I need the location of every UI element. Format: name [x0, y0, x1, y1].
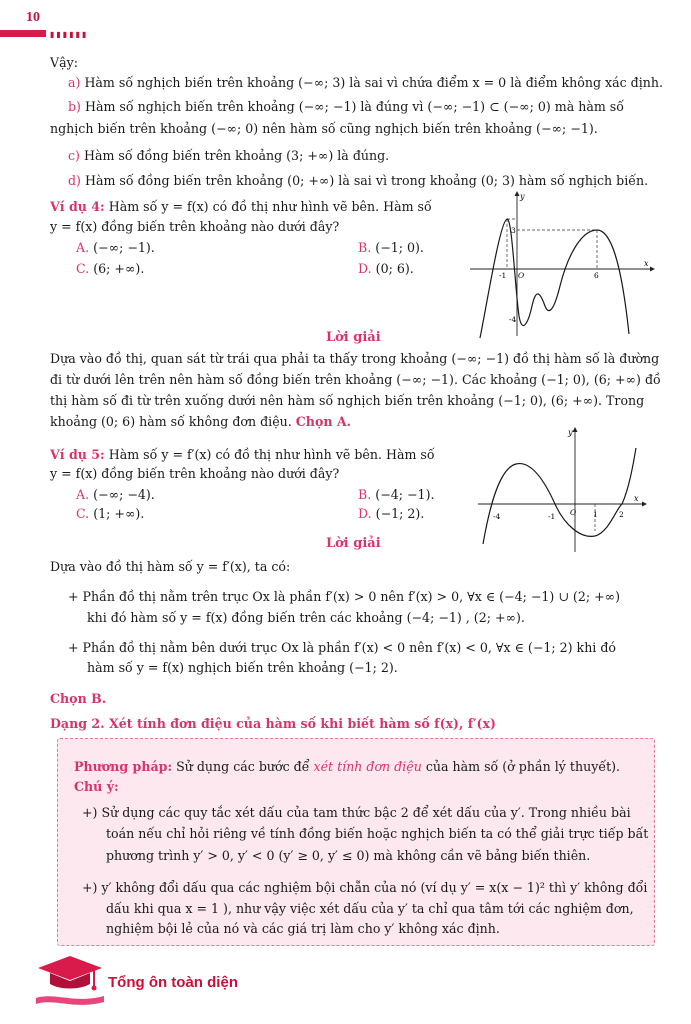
graph-label-m4: -4	[509, 315, 517, 324]
graph-label-m1: -1	[548, 512, 556, 521]
graph-label-x: x	[634, 494, 639, 503]
vidu4-option-d	[358, 258, 414, 279]
vidu5-point-2a: + Phần đồ thị nằm bên dưới trục Ox là phần f′(x) < 0 nên f′(x) < 0, ∀x ∈ (−1; 2) khi đó	[68, 640, 616, 655]
option-letter: B.	[358, 240, 372, 255]
note-1a: +) Sử dụng các quy tắc xét dấu của tam thức bậc 2 để xét dấu của y′. Trong nhiều bài	[82, 805, 631, 820]
item-a-letter: a)	[68, 75, 81, 90]
vidu5-option-d	[358, 503, 424, 524]
option-letter: D.	[358, 506, 372, 521]
graph-label-y: y	[520, 192, 525, 201]
vidu4-option-b	[358, 237, 424, 258]
item-b-letter: b)	[68, 99, 81, 114]
vidu5-option-b	[358, 484, 435, 505]
option-text: (1; +∞).	[93, 506, 145, 521]
graph-label-y: y	[568, 428, 573, 437]
option-letter: A.	[76, 487, 90, 502]
option-text: (−1; 0).	[375, 240, 424, 255]
vidu4-chon: Chọn A.	[295, 414, 352, 429]
vidu4-solution-3: thị hàm số đi từ trên xuống dưới nên hàm số nghịch biến trên khoảng (−1; 0), (6; +∞). Trong	[50, 393, 645, 408]
option-text: (0; 6).	[375, 261, 414, 276]
vidu5-q1: Hàm số y = f′(x) có đồ thị như hình vẽ bên. Hàm số	[108, 447, 435, 462]
method-text: Sử dụng các bước để	[176, 759, 310, 774]
item-c	[68, 145, 389, 166]
option-text: (6; +∞).	[93, 261, 145, 276]
item-d-letter: d)	[68, 173, 81, 188]
vay-label: Vậy:	[50, 55, 78, 70]
vidu5-chon: Chọn B.	[50, 691, 107, 706]
note-1b: toán nếu chỉ hỏi riêng về tính đồng biến hoặc nghịch biến ta có thể giải trực tiếp bất	[106, 826, 649, 841]
vidu4-question-1	[50, 196, 432, 217]
vidu4-solution-4	[50, 411, 351, 432]
vidu5-option-a	[76, 484, 155, 505]
option-text: (−∞; −1).	[93, 240, 155, 255]
item-d-text: Hàm số đồng biến trên khoảng (0; +∞) là sai vì trong khoảng (0; 3) hàm số nghịch biến.	[85, 173, 649, 188]
item-c-letter: c)	[68, 148, 80, 163]
graph-label-origin: O	[518, 271, 525, 280]
page-number: 10	[26, 10, 40, 25]
vidu5-intro: Dựa vào đồ thị hàm số y = f′(x), ta có:	[50, 559, 291, 574]
vidu5-point-2b: hàm số y = f(x) nghịch biến trên khoảng (−1; 2).	[87, 660, 398, 675]
method-line	[74, 756, 620, 777]
method-text-2: của hàm số (ở phần lý thuyết).	[425, 759, 621, 774]
vidu4-q1: Hàm số y = f(x) có đồ thị như hình vẽ bên. Hàm số	[108, 199, 432, 214]
vidu4-label: Ví dụ 4:	[50, 199, 105, 214]
y-axis-arrow	[573, 427, 578, 432]
option-letter: A.	[76, 240, 90, 255]
vidu5-label: Ví dụ 5:	[50, 447, 105, 462]
vidu4-option-a	[76, 237, 155, 258]
graph-label-origin: O	[570, 508, 577, 517]
graph-label-3: 3	[511, 226, 516, 235]
x-axis-arrow	[642, 502, 647, 507]
option-letter: C.	[76, 506, 90, 521]
vidu5-question-2: y = f(x) đồng biến trên khoảng nào dưới đây?	[50, 466, 340, 481]
option-letter: B.	[358, 487, 372, 502]
solution-text: khoảng (0; 6) hàm số không đơn điệu.	[50, 414, 292, 429]
option-letter: C.	[76, 261, 90, 276]
item-c-text: Hàm số đồng biến trên khoảng (3; +∞) là đúng.	[83, 148, 390, 163]
graph-label-2: 2	[619, 510, 624, 519]
item-b-text: Hàm số nghịch biến trên khoảng (−∞; −1) là đúng vì (−∞; −1) ⊂ (−∞; 0) mà hàm số	[85, 99, 624, 114]
vidu4-solution-1: Dựa vào đồ thị, quan sát từ trái qua phải ta thấy trong khoảng (−∞; −1) đồ thị hàm số là đường	[50, 351, 660, 366]
item-a	[68, 72, 663, 93]
graph-label-6: 6	[594, 271, 599, 280]
note-label: Chú ý:	[74, 779, 119, 794]
vidu5-point-1a: + Phần đồ thị nằm trên trục Ox là phần f′(x) > 0 nên f′(x) > 0, ∀x ∈ (−4; −1) ∪ (2; +∞)	[68, 589, 621, 604]
item-b-text-2: nghịch biến trên khoảng (−∞; 0) nên hàm số cũng nghịch biến trên khoảng (−∞; −1).	[50, 121, 598, 136]
vidu4-solution-2: đi từ dưới lên trên nên hàm số đồng biến trên khoảng (−∞; −1). Các khoảng (−1; 0), (6; +∞) đồ	[50, 372, 661, 387]
vidu5-option-c	[76, 503, 144, 524]
vidu4-question-2: y = f(x) đồng biến trên khoảng nào dưới đây?	[50, 219, 340, 234]
vidu5-loigiai: Lời giải	[326, 536, 381, 551]
note-2b: dấu khi qua x = 1 ), như vậy việc xét dấu của y′ ta chỉ qua tâm tới các nghiệm đơn,	[106, 901, 634, 916]
fprime-curve	[483, 448, 636, 544]
x-axis-arrow	[650, 267, 655, 272]
option-text: (−4; −1).	[375, 487, 435, 502]
graph-label-x: x	[644, 259, 649, 268]
header-ticks: ▮▮▮▮▮▮	[50, 30, 89, 39]
item-a-text: Hàm số nghịch biến trên khoảng (−∞; 3) là sai vì chứa điểm x = 0 là điểm không xác định.	[84, 75, 663, 90]
graph-label-1: 1	[593, 510, 598, 519]
header-bar	[0, 30, 46, 37]
method-label: Phương pháp:	[74, 759, 173, 774]
option-letter: D.	[358, 261, 372, 276]
footer-brand: Tổng ôn toàn diện	[108, 974, 238, 991]
dang2-title: Dạng 2. Xét tính đơn điệu của hàm số khi biết hàm số f(x), f′(x)	[50, 716, 496, 731]
y-axis-arrow	[515, 191, 520, 196]
vidu4-loigiai: Lời giải	[326, 330, 381, 345]
note-2a: +) y′ không đổi dấu qua các nghiệm bội chẵn của nó (ví dụ y′ = x(x − 1)² thì y′ không đổi	[82, 880, 648, 895]
note-2c: nghiệm bội lẻ của nó và các giá trị làm cho y′ không xác định.	[106, 921, 500, 936]
graph-label-m4: -4	[493, 512, 501, 521]
vidu5-graph	[476, 424, 656, 554]
option-text: (−∞; −4).	[93, 487, 155, 502]
note-1c: phương trình y′ > 0, y′ < 0 (y′ ≥ 0, y′ ≤ 0) mà không cần vẽ bảng biến thiên.	[106, 848, 591, 863]
option-text: (−1; 2).	[375, 506, 425, 521]
vidu4-graph	[466, 188, 656, 340]
item-b	[68, 96, 624, 117]
method-emphasis: xét tính đơn điệu	[313, 759, 422, 774]
graduation-cap-icon	[34, 952, 106, 1010]
vidu5-point-1b: khi đó hàm số y = f(x) đồng biến trên các khoảng (−4; −1) , (2; +∞).	[87, 610, 525, 625]
graph-label-m1: -1	[499, 271, 507, 280]
vidu5-question-1	[50, 444, 435, 465]
vidu4-option-c	[76, 258, 144, 279]
